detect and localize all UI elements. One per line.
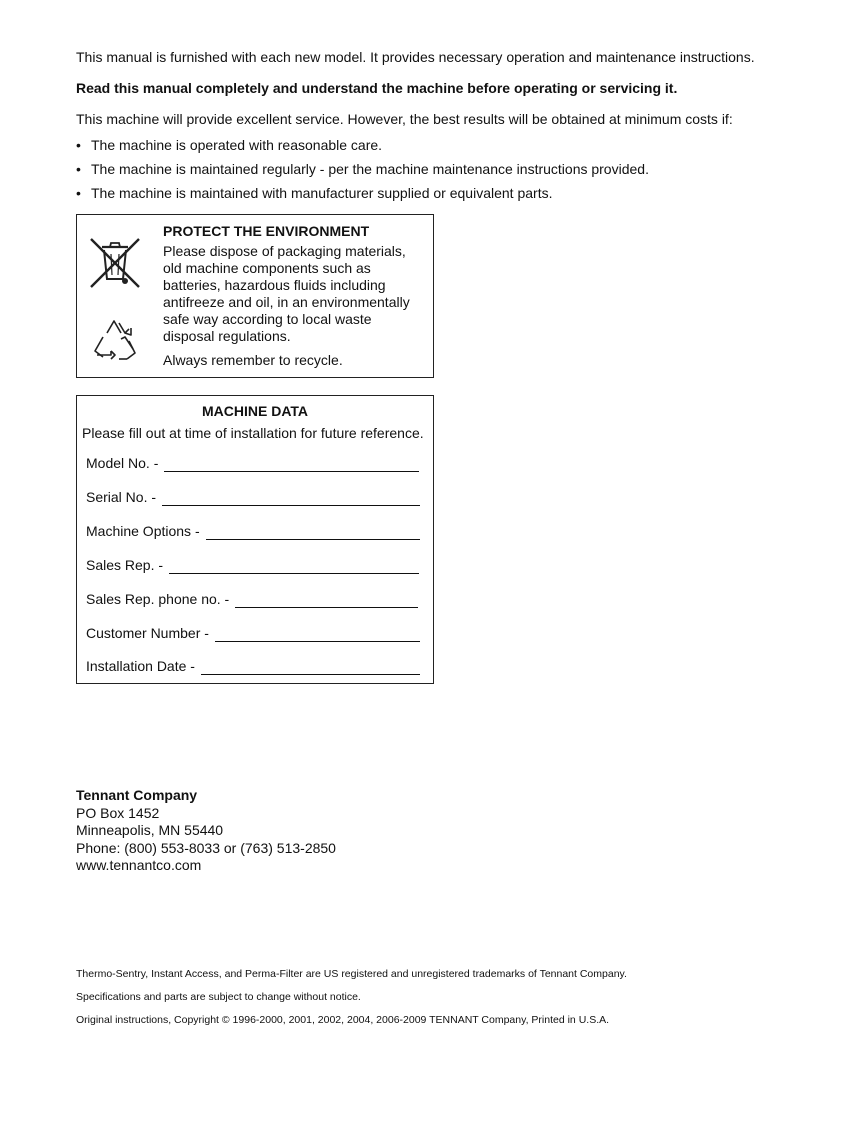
copyright-notice: Original instructions, Copyright © 1996-2000, 2001, 2002, 2004, 2006-2009 TENNANT Company, Printed in U.S.A. [76,1014,610,1026]
environment-line: disposal regulations. [163,328,291,344]
field-label: Model No. - [86,455,159,471]
model-no-field[interactable] [86,452,419,472]
trademark-notice: Thermo-Sentry, Instant Access, and Perma-Filter are US registered and unregistered trademarks of Tennant Company. [76,968,627,980]
field-label: Serial No. - [86,489,157,505]
company-website[interactable]: www.tennantco.com [76,857,202,873]
installation-date-field[interactable] [86,655,420,675]
sales-rep-phone-input[interactable] [235,593,418,608]
field-label: Sales Rep. phone no. - [86,591,230,607]
customer-number-input[interactable] [215,627,420,642]
customer-number-field[interactable] [86,622,420,642]
company-po-box: PO Box 1452 [76,804,160,821]
company-address [76,787,336,875]
sales-rep-field[interactable] [86,554,419,574]
recycle-icon [89,315,141,365]
specs-notice: Specifications and parts are subject to change without notice. [76,991,361,1003]
environment-line: safe way according to local waste [163,311,372,327]
environment-line: batteries, hazardous fluids including [163,277,386,293]
model-no-input[interactable] [164,457,419,472]
environment-line: antifreeze and oil, in an environmentally [163,294,410,310]
list-item-text: The machine is operated with reasonable care. [91,137,383,153]
company-phone: Phone: (800) 553-8033 or (763) 513-2850 [76,839,336,856]
installation-date-input[interactable] [201,660,420,675]
field-label: Installation Date - [86,658,195,674]
machine-options-input[interactable] [206,525,420,540]
intro-line-1: This manual is furnished with each new model. It provides necessary operation and maintenance instructions. [76,49,755,65]
list-item-text: The machine is maintained with manufacturer supplied or equivalent parts. [91,185,553,201]
field-label: Sales Rep. - [86,557,164,573]
intro-warning: Read this manual completely and understand the machine before operating or servicing it. [76,80,678,96]
bullet: • [76,161,81,177]
machine-data-box [76,395,434,684]
machine-data-subtitle: Please fill out at time of installation for future reference. [82,425,424,441]
recycle-reminder: Always remember to recycle. [163,352,343,368]
list-item-text: The machine is maintained regularly - per the machine maintenance instructions provided. [91,161,649,177]
serial-no-field[interactable] [86,486,420,506]
protect-environment-box [76,214,434,378]
bullet: • [76,185,81,201]
environment-body [163,243,428,345]
company-city: Minneapolis, MN 55440 [76,822,224,838]
machine-options-field[interactable] [86,520,420,540]
list-item [76,185,649,209]
sales-rep-phone-field[interactable] [86,588,418,608]
company-name: Tennant Company [76,787,198,803]
environment-line: Please dispose of packaging materials, [163,243,406,259]
bullet: • [76,137,81,153]
field-label: Customer Number - [86,625,209,641]
list-item [76,161,649,185]
conditions-list [76,137,649,209]
environment-line: old machine components such as [163,260,371,276]
crossed-out-bin-icon [85,233,145,293]
field-label: Machine Options - [86,523,200,539]
serial-no-input[interactable] [162,491,420,506]
environment-title: PROTECT THE ENVIRONMENT [163,223,370,239]
intro-line-3: This machine will provide excellent service. However, the best results will be obtained at minimum costs if: [76,111,733,127]
machine-data-title: MACHINE DATA [201,403,309,419]
list-item [76,137,649,161]
sales-rep-input[interactable] [169,559,419,574]
